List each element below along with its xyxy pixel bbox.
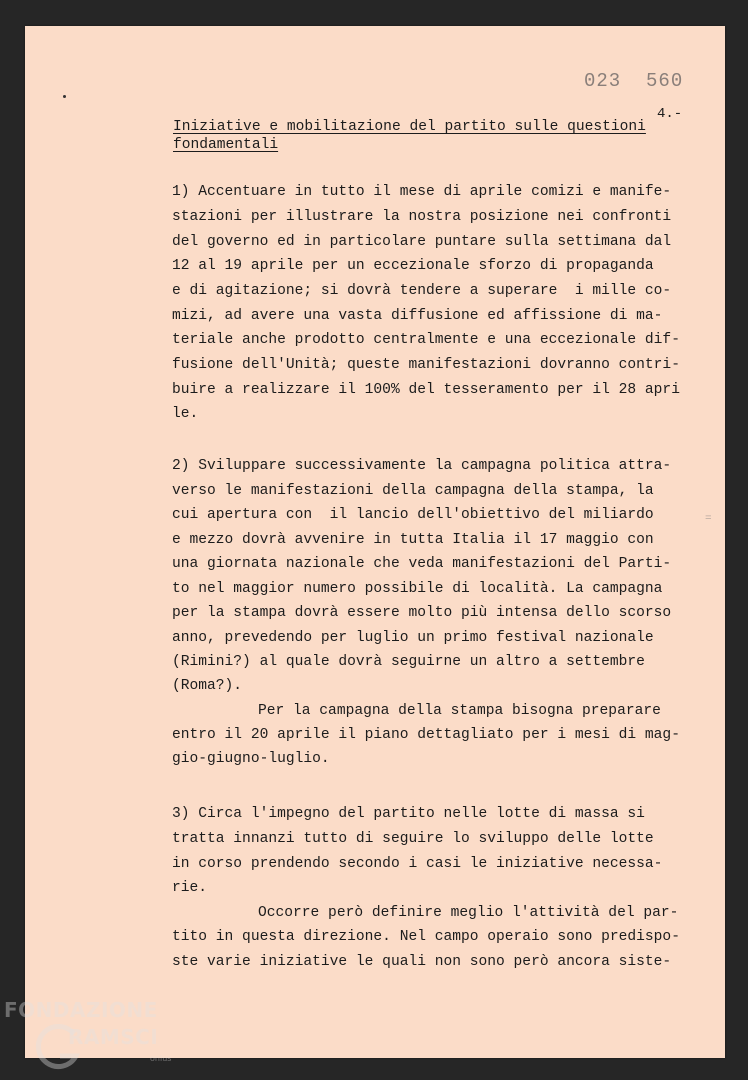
watermark-line-2: RAMSCI: [68, 1025, 159, 1049]
text-line: del governo ed in particolare puntare sulla settimana dal: [172, 234, 672, 250]
text-line: tratta innanzi tutto di seguire lo sviluppo delle lotte: [172, 831, 654, 847]
text-line: in corso prendendo secondo i casi le iniziative necessa-: [172, 856, 663, 872]
text-line: ste varie iniziative le quali non sono però ancora siste-: [172, 954, 672, 970]
archive-number: 023 560: [584, 70, 684, 92]
text-line: cui apertura con il lancio dell'obiettivo del miliardo: [172, 507, 654, 523]
text-line: e mezzo dovrà avvenire in tutta Italia il 17 maggio con: [172, 532, 654, 548]
text-line: fusione dell'Unità; queste manifestazioni dovranno contri-: [172, 357, 680, 373]
text-line: 2) Sviluppare successivamente la campagna politica attra-: [172, 458, 672, 474]
text-line: stazioni per illustrare la nostra posizione nei confronti: [172, 209, 672, 225]
text-line: mizi, ad avere una vasta diffusione ed affissione di ma-: [172, 308, 663, 324]
text-line: Occorre però definire meglio l'attività del par-: [258, 905, 679, 921]
text-line: anno, prevedendo per luglio un primo festival nazionale: [172, 630, 654, 646]
text-line: gio-giugno-luglio.: [172, 751, 330, 767]
text-line: Per la campagna della stampa bisogna preparare: [258, 703, 661, 719]
document-page: [25, 26, 725, 1058]
page-number: 4.-: [657, 106, 683, 122]
text-line: e di agitazione; si dovrà tendere a superare i mille co-: [172, 283, 672, 299]
text-line: buire a realizzare il 100% del tesseramento per il 28 apri: [172, 382, 680, 398]
margin-mark: =: [705, 513, 712, 525]
text-line: per la stampa dovrà essere molto più intensa dello scorso: [172, 605, 672, 621]
text-line: le.: [172, 406, 199, 422]
text-line: to nel maggior numero possibile di località. La campagna: [172, 581, 663, 597]
text-line: tito in questa direzione. Nel campo operaio sono predispo-: [172, 929, 680, 945]
text-line: una giornata nazionale che veda manifestazioni del Parti-: [172, 556, 672, 572]
text-line: 12 al 19 aprile per un eccezionale sforzo di propaganda: [172, 258, 654, 274]
fondazione-gramsci-watermark: [2, 998, 202, 1078]
heading-line-1: Iniziative e mobilitazione del partito sulle questioni: [173, 119, 646, 135]
text-line: 3) Circa l'impegno del partito nelle lotte di massa si: [172, 806, 645, 822]
ink-dot: [63, 95, 66, 98]
watermark-line-1: FONDAZIONE: [4, 998, 158, 1022]
watermark-onlus: onlus: [150, 1054, 172, 1063]
text-line: verso le manifestazioni della campagna della stampa, la: [172, 483, 654, 499]
heading-line-2: fondamentali: [173, 137, 279, 153]
text-line: entro il 20 aprile il piano dettagliato per i mesi di mag-: [172, 727, 680, 743]
text-line: 1) Accentuare in tutto il mese di aprile comizi e manife-: [172, 184, 672, 200]
text-line: teriale anche prodotto centralmente e una eccezionale dif-: [172, 332, 680, 348]
text-line: rie.: [172, 880, 208, 896]
text-line: (Roma?).: [172, 678, 243, 694]
text-line: (Rimini?) al quale dovrà seguirne un altro a settembre: [172, 654, 645, 670]
